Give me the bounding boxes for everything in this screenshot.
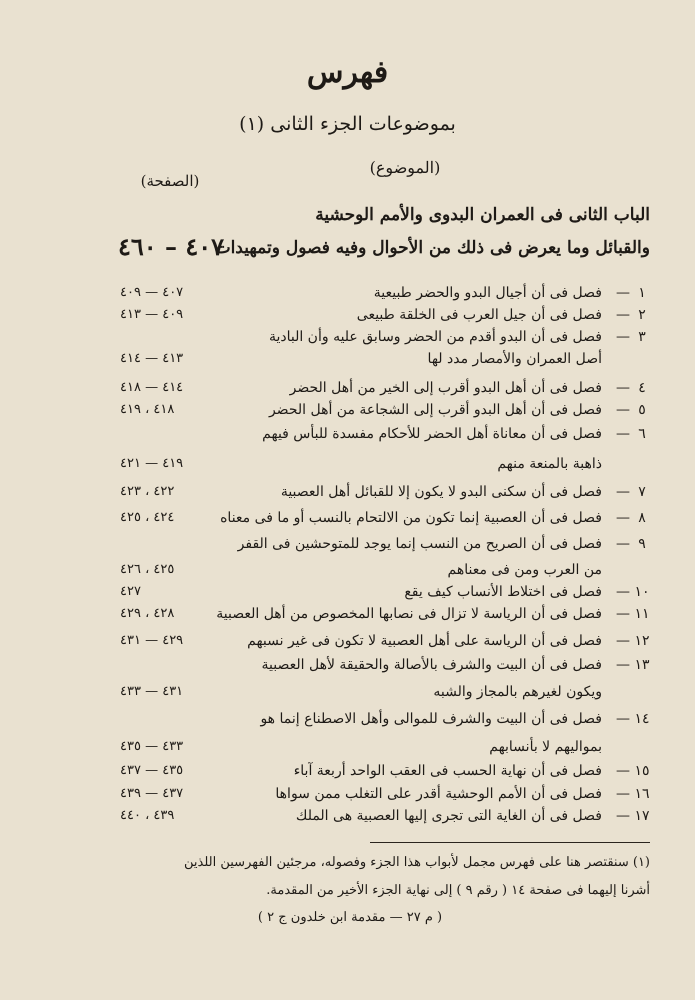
row-pages: ٤٢٢ ، ٤٢٣: [120, 484, 175, 499]
toc-row-continuation: [60, 456, 650, 478]
toc-row-continuation: [60, 562, 650, 584]
row-topic: فصل فى أن البيت والشرف بالأصالة والحقيقة لأهل العصبية: [261, 657, 602, 673]
row-dash: —: [616, 584, 630, 600]
row-topic: فصل فى أن جيل العرب فى الخلقة طبيعى: [356, 307, 602, 323]
row-number: ٦: [638, 426, 646, 442]
row-dash: —: [616, 402, 630, 418]
row-pages: ٤٢٥ ، ٤٢٦: [120, 562, 175, 577]
row-dash: —: [616, 510, 630, 526]
row-topic: فصل فى أن الرياسة على أهل العصبية لا تكون فى غير نسبهم: [247, 633, 602, 649]
row-topic: فصل فى أن البيت والشرف للموالى وأهل الاصطناع إنما هو: [260, 711, 602, 727]
page-column-header: (الصفحة): [140, 172, 200, 190]
row-number: ١١: [634, 606, 650, 622]
row-pages: ٤١٨ ، ٤١٩: [120, 402, 175, 417]
row-dash: —: [616, 329, 630, 345]
toc-row: [60, 510, 650, 532]
row-topic: فصل فى أن أهل البدو أقرب إلى الخير من أهل الحضر: [289, 380, 602, 396]
row-topic: فصل فى أن الصريح من النسب إنما يوجد للمتوحشين فى القفر: [237, 536, 602, 552]
row-number: ١٣: [634, 657, 650, 673]
row-number: ٢: [638, 307, 646, 323]
row-topic: فصل فى أن سكنى البدو لا يكون إلا للقبائل أهل العصبية: [280, 484, 602, 500]
row-number: ١: [638, 285, 646, 301]
toc-row: [60, 536, 650, 558]
toc-row: [60, 786, 650, 808]
row-topic: فصل فى أن الأمم الوحشية أقدر على التغلب ممن سواها: [275, 786, 602, 802]
row-topic: فصل فى أن أهل البدو أقرب إلى الشجاعة من أهل الحضر: [268, 402, 602, 418]
row-pages: ٤٣١ — ٤٣٣: [120, 684, 184, 699]
row-topic: فصل فى أن نهاية الحسب فى العقب الواحد أربعة آباء: [293, 763, 602, 779]
row-pages: ٤٣٥ — ٤٣٧: [120, 763, 184, 778]
row-topic: فصل فى أن الرياسة لا تزال فى نصابها المخصوص من أهل العصبية: [216, 606, 602, 622]
row-pages: ٤٣٧ — ٤٣٩: [120, 786, 184, 801]
chapter-heading-line1: الباب الثانى فى العمران البدوى والأمم الوحشية: [315, 205, 650, 225]
row-topic: فصل فى أن الغاية التى تجرى إليها العصبية هى الملك: [295, 808, 602, 824]
row-pages: ٤١٩ — ٤٢١: [120, 456, 184, 471]
toc-row: [60, 606, 650, 628]
row-number: ٩: [638, 536, 646, 552]
footnote-divider: [370, 842, 650, 843]
page-title: فهرس: [306, 55, 389, 90]
toc-row: [60, 657, 650, 679]
footnote-line1: (١) سنقتصر هنا على فهرس مجمل لأبواب هذا الجزء وفصوله، مرجئين الفهرسين اللذين: [184, 855, 650, 870]
row-dash: —: [616, 380, 630, 396]
toc-row: [60, 711, 650, 733]
row-topic: فصل فى أن البدو أقدم من الحضر وسابق عليه وأن البادية: [268, 329, 602, 345]
row-topic: بمواليهم لا بأنسابهم: [489, 739, 602, 755]
row-topic: فصل فى أن أجيال البدو والحضر طبيعية: [373, 285, 602, 301]
row-number: ١٢: [634, 633, 650, 649]
signature-line: ( م ٢٧ — مقدمة ابن خلدون ج ٢ ): [257, 910, 443, 925]
row-dash: —: [616, 808, 630, 824]
toc-row: [60, 808, 650, 830]
row-number: ١٧: [634, 808, 650, 824]
row-number: ٤: [638, 380, 646, 396]
toc-row-continuation: [60, 739, 650, 761]
row-dash: —: [616, 285, 630, 301]
row-topic: فصل فى أن معاناة أهل الحضر للأحكام مفسدة للبأس فيهم: [262, 426, 602, 442]
row-pages: ٤٣٣ — ٤٣٥: [120, 739, 184, 754]
row-dash: —: [616, 426, 630, 442]
row-dash: —: [616, 484, 630, 500]
row-dash: —: [616, 786, 630, 802]
row-dash: —: [616, 606, 630, 622]
toc-row: [60, 763, 650, 785]
row-pages: ٤٢٨ ، ٤٢٩: [120, 606, 175, 621]
topic-column-header: (الموضوع): [369, 158, 441, 177]
toc-row: [60, 402, 650, 424]
row-number: ٣: [638, 329, 646, 345]
chapter-page-range: ٤٠٧ – ٤٦٠: [118, 232, 225, 261]
row-dash: —: [616, 763, 630, 779]
toc-row: [60, 633, 650, 655]
toc-row: [60, 584, 650, 606]
row-number: ٨: [638, 510, 646, 526]
row-pages: ٤٢٤ ، ٤٢٥: [120, 510, 175, 525]
toc-row: [60, 426, 650, 448]
toc-row: [60, 380, 650, 402]
row-dash: —: [616, 711, 630, 727]
toc-row: [60, 307, 650, 329]
row-topic: أصل العمران والأمصار مدد لها: [427, 351, 602, 367]
row-topic: ذاهبة بالمنعة منهم: [497, 456, 602, 472]
toc-row: [60, 285, 650, 307]
row-pages: ٤٢٩ — ٤٣١: [120, 633, 184, 648]
row-pages: ٤٢٧: [120, 584, 141, 599]
toc-row-continuation: [60, 684, 650, 706]
row-number: ١٠: [634, 584, 650, 600]
row-number: ١٤: [634, 711, 650, 727]
row-dash: —: [616, 633, 630, 649]
row-topic: ويكون لغيرهم بالمجاز والشبه: [433, 684, 602, 700]
row-number: ١٥: [634, 763, 650, 779]
footnote-line2: أشرنا إليهما فى صفحة ١٤ ( رقم ٩ ) إلى نهاية الجزء الأخير من المقدمة.: [266, 883, 650, 898]
row-pages: ٤٣٩ ، ٤٤٠: [120, 808, 175, 823]
toc-row: [60, 484, 650, 506]
row-number: ٥: [638, 402, 646, 418]
row-pages: ٤١٣ — ٤١٤: [120, 351, 184, 366]
row-dash: —: [616, 307, 630, 323]
row-dash: —: [616, 536, 630, 552]
row-pages: ٤٠٩ — ٤١٣: [120, 307, 184, 322]
toc-row: [60, 329, 650, 351]
row-topic: فصل فى اختلاط الأنساب كيف يقع: [404, 584, 602, 600]
row-number: ١٦: [634, 786, 650, 802]
toc-row-continuation: [60, 351, 650, 373]
row-dash: —: [616, 657, 630, 673]
row-number: ٧: [638, 484, 646, 500]
chapter-heading-line2: والقبائل وما يعرض فى ذلك من الأحوال وفيه فصول وتمهيدات: [214, 238, 650, 258]
row-topic: فصل فى أن العصبية إنما تكون من الالتحام بالنسب أو ما فى معناه: [220, 510, 602, 526]
row-topic: من العرب ومن فى معناهم: [447, 562, 602, 578]
row-pages: ٤٠٧ — ٤٠٩: [120, 285, 184, 300]
row-pages: ٤١٤ — ٤١٨: [120, 380, 184, 395]
page-subtitle: بموضوعات الجزء الثانى (١): [239, 113, 456, 135]
